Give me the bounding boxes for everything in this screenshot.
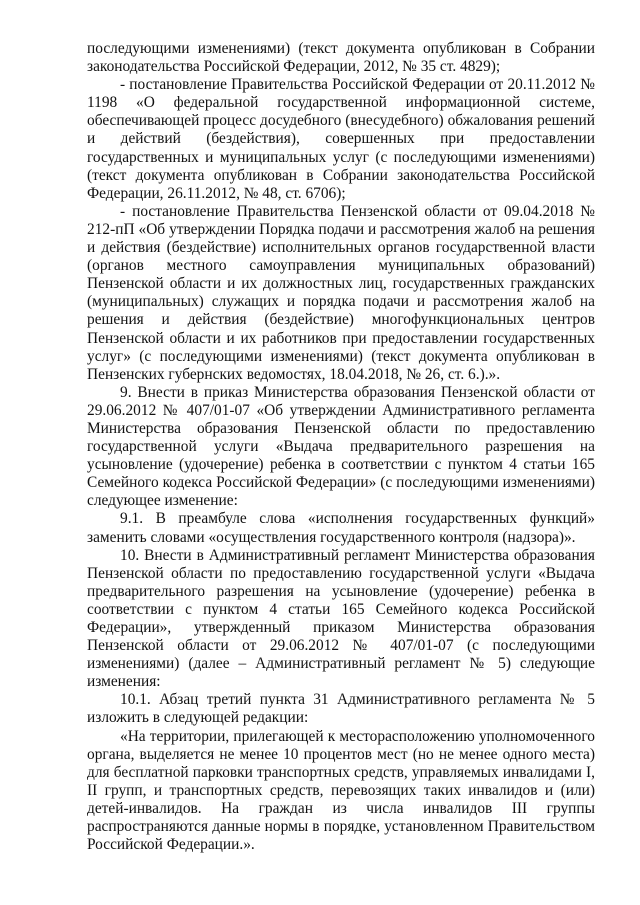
paragraph-item-9: 9. Внести в приказ Министерства образования Пензенской области от 29.06.2012 № 407/01-07 «Об утверждении Административного регламента Министерства образования Пензенской области по предоставлению государственной услуги «Выдача предварительного разрешения на усыновление (удочерение) ребенка в соответствии с пунктом 4 статьи 165 Семейного кодекса Российской Федерации» (с последующими изменениями) следующее изменение: <box>87 383 595 510</box>
paragraph-parking-quote: «На территории, прилегающей к месторасположению уполномоченного органа, выделяется не менее 10 процентов мест (но не менее одного места) для бесплатной парковки транспортных средств, управляемых инвалидами I, II групп, и транспортных средств, перевозящих таких инвалидов и (или) детей-инвалидов. На граждан из числа инвалидов III группы распространяются данные нормы в порядке, установленном Правительством Российской Федерации.». <box>87 727 595 854</box>
paragraph-item-10-1: 10.1. Абзац третий пункта 31 Административного регламента № 5 изложить в следующей редакции: <box>87 691 595 727</box>
document-page <box>87 40 595 854</box>
paragraph-decree-1198: - постановление Правительства Российской Федерации от 20.11.2012 № 1198 «О федеральной государственной информационной системе, обеспечивающей процесс досудебного (внесудебного) обжалования решений и действий (бездействия), совершенных при предоставлении государственных и муниципальных услуг (с последующими изменениями) (текст документа опубликован в Собрании законодательства Российской Федерации, 26.11.2012, № 48, ст. 6706); <box>87 76 595 202</box>
paragraph-item-10: 10. Внести в Административный регламент Министерства образования Пензенской области по предоставлению государственной услуги «Выдача предварительного разрешения на усыновление (удочерение) ребенка в соответствии с пунктом 4 статьи 165 Семейного кодекса Российской Федерации», утвержденный приказом Министерства образования Пензенской области от 29.06.2012 № 407/01-07 (с последующими изменениями) (далее – Административный регламент № 5) следующие изменения: <box>87 546 595 691</box>
paragraph-decree-212pp: - постановление Правительства Пензенской области от 09.04.2018 № 212-пП «Об утверждении Порядка подачи и рассмотрения жалоб на решения и действия (бездействие) исполнительных органов государственной власти (органов местного самоуправления муниципальных образований) Пензенской области и их должностных лиц, государственных гражданских (муниципальных) служащих и порядка подачи и рассмотрения жалоб на решения и действия (бездействие) многофункциональных центров Пензенской области и их работников при предоставлении государственных услуг» (с последующими изменениями) (текст документа опубликован в Пензенских губернских ведомостях, 18.04.2018, № 26, ст. 6.).». <box>87 202 595 383</box>
paragraph-continuation: последующими изменениями) (текст документа опубликован в Собрании законодательства Российской Федерации, 2012, № 35 ст. 4829); <box>87 40 595 76</box>
paragraph-item-9-1: 9.1. В преамбуле слова «исполнения государственных функций» заменить словами «осуществления государственного контроля (надзора)». <box>87 510 595 546</box>
